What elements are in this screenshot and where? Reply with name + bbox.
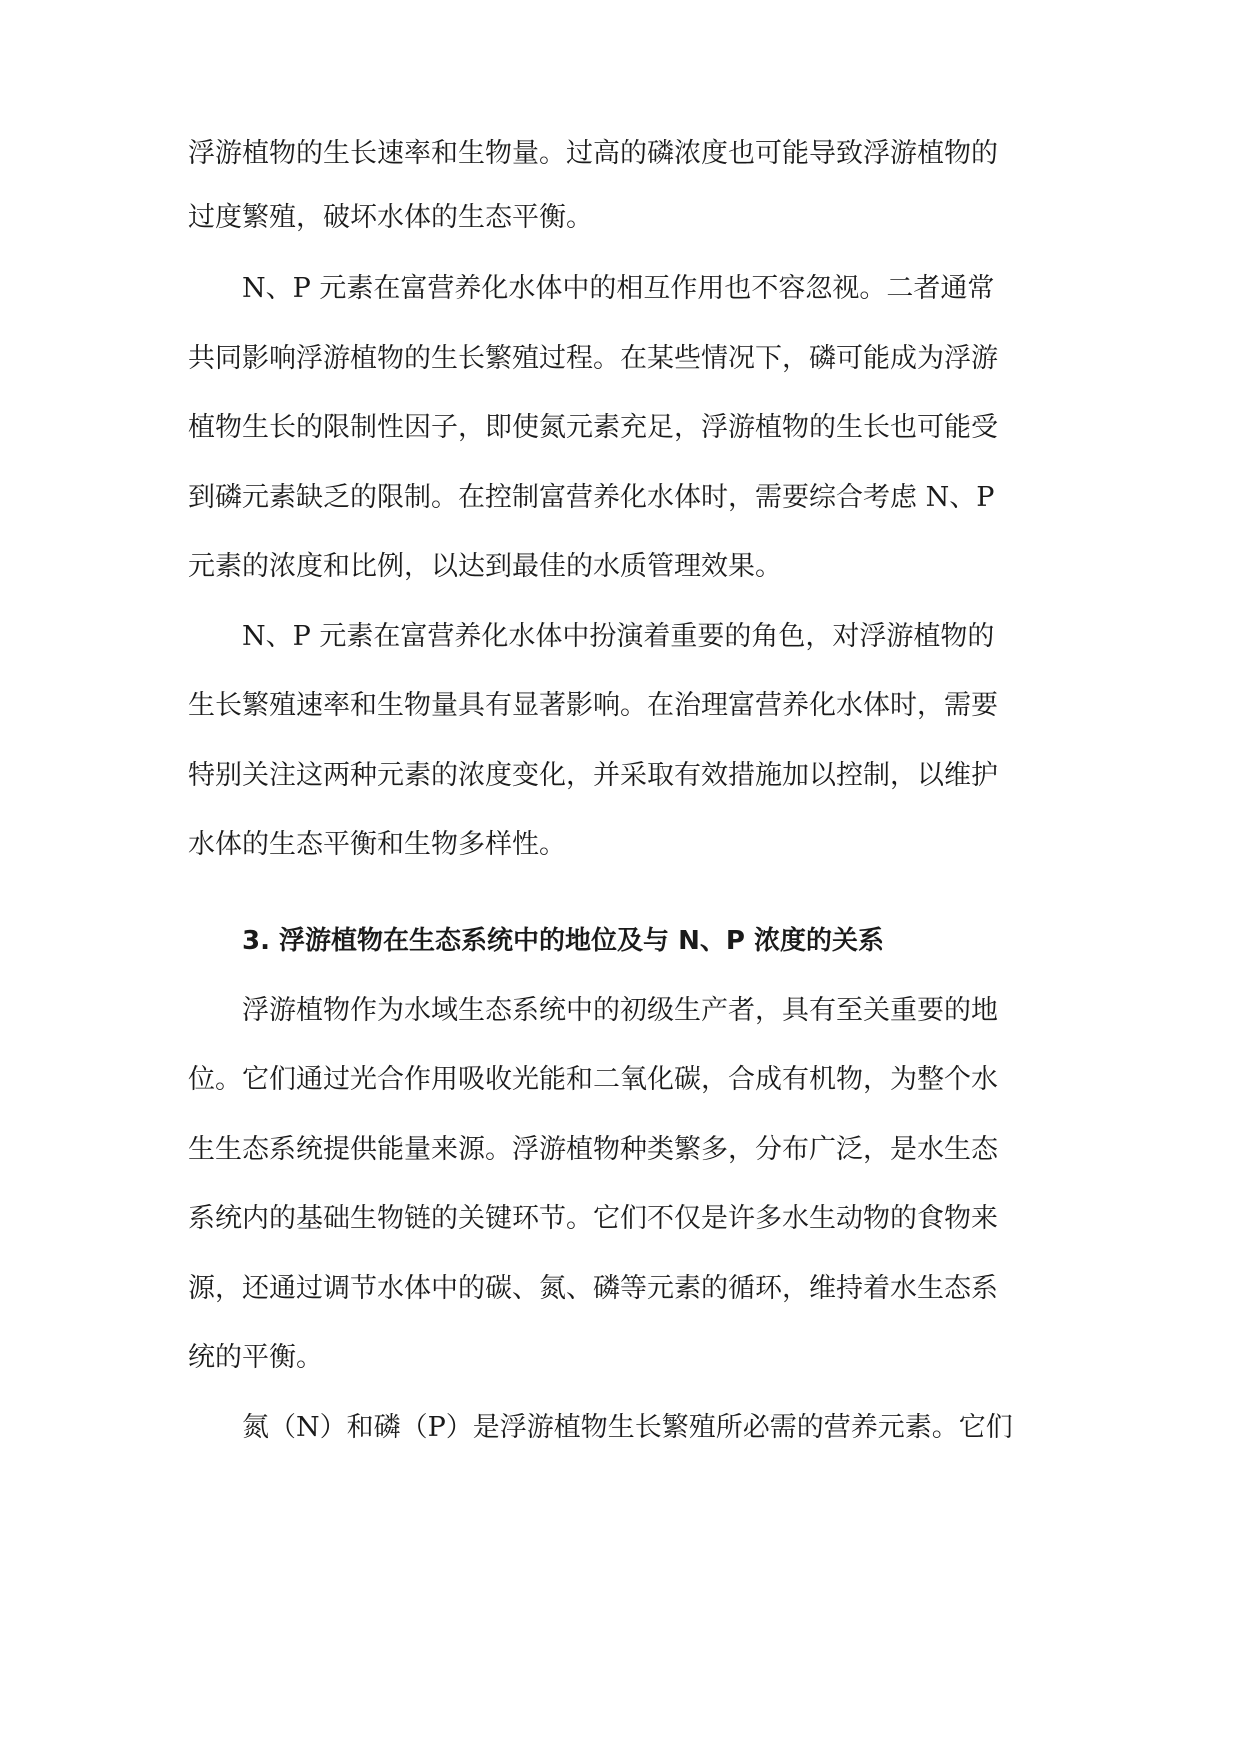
text-line: 水体的生态平衡和生物多样性。 bbox=[188, 829, 566, 860]
text-line: 浮游植物作为水域生态系统中的初级生产者，具有至关重要的地 bbox=[242, 995, 998, 1026]
text-line: 植物生长的限制性因子，即使氮元素充足，浮游植物的生长也可能受 bbox=[188, 412, 998, 443]
text-line: 氮（N）和磷（P）是浮游植物生长繁殖所必需的营养元素。它们 bbox=[242, 1412, 1013, 1443]
text-line: N、P 元素在富营养化水体中扮演着重要的角色，对浮游植物的 bbox=[242, 621, 995, 652]
text-line: 系统内的基础生物链的关键环节。它们不仅是许多水生动物的食物来 bbox=[188, 1203, 998, 1234]
text-line: 生生态系统提供能量来源。浮游植物种类繁多，分布广泛，是水生态 bbox=[188, 1134, 998, 1165]
text-line: 统的平衡。 bbox=[188, 1342, 323, 1373]
text-line: 特别关注这两种元素的浓度变化，并采取有效措施加以控制，以维护 bbox=[188, 760, 998, 791]
text-line: 浮游植物的生长速率和生物量。过高的磷浓度也可能导致浮游植物的 bbox=[188, 138, 998, 169]
text-line: 生长繁殖速率和生物量具有显著影响。在治理富营养化水体时，需要 bbox=[188, 690, 998, 721]
text-line: 位。它们通过光合作用吸收光能和二氧化碳，合成有机物，为整个水 bbox=[188, 1064, 998, 1095]
section-heading: 3. 浮游植物在生态系统中的地位及与 N、P 浓度的关系 bbox=[242, 926, 884, 956]
text-line: 到磷元素缺乏的限制。在控制富营养化水体时，需要综合考虑 N、P bbox=[188, 482, 995, 513]
text-line: 共同影响浮游植物的生长繁殖过程。在某些情况下，磷可能成为浮游 bbox=[188, 343, 998, 374]
text-line: 过度繁殖，破坏水体的生态平衡。 bbox=[188, 202, 593, 233]
text-line: 元素的浓度和比例，以达到最佳的水质管理效果。 bbox=[188, 551, 782, 582]
text-line: 源，还通过调节水体中的碳、氮、磷等元素的循环，维持着水生态系 bbox=[188, 1273, 998, 1304]
text-line: N、P 元素在富营养化水体中的相互作用也不容忽视。二者通常 bbox=[242, 273, 995, 304]
